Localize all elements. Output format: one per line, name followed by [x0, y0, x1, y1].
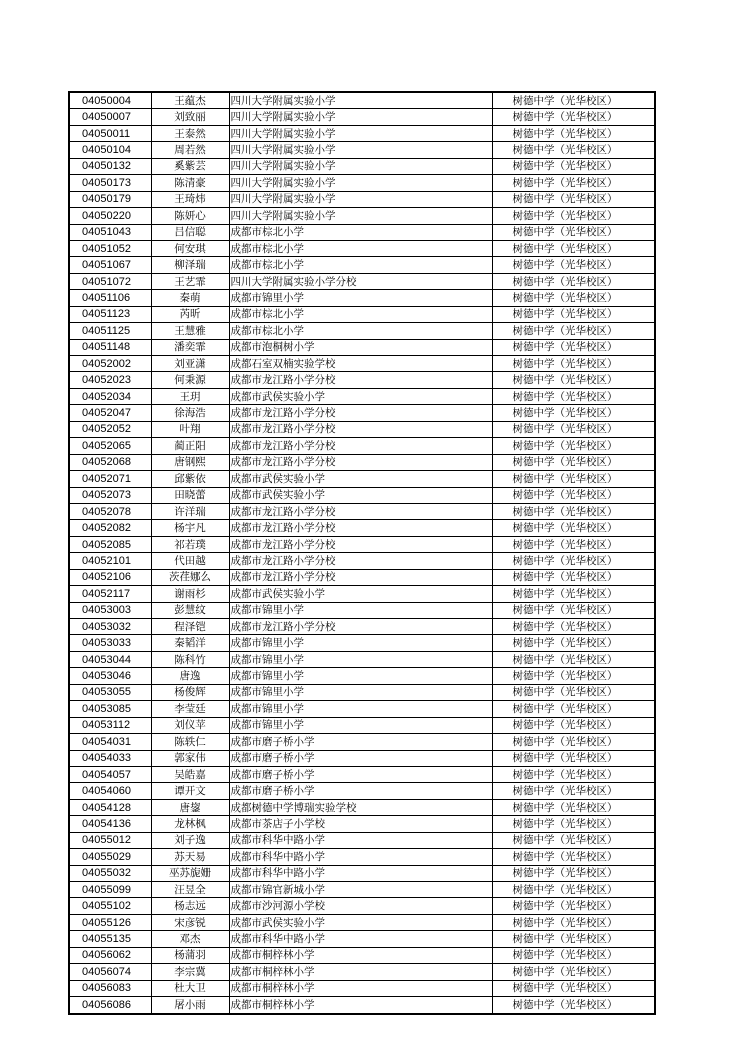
table-row	[69, 832, 655, 848]
admitted-school-cell: 树德中学（光华校区）	[492, 224, 655, 240]
student-name-cell: 柳泽瑞	[151, 257, 229, 273]
primary-school-cell: 成都市桐梓林小学	[229, 947, 492, 963]
student-name-cell: 刘致丽	[151, 109, 229, 125]
student-name-cell: 郭家伟	[151, 750, 229, 766]
primary-school-cell: 成都市茶店子小学校	[229, 816, 492, 832]
student-id-cell: 04051043	[69, 224, 151, 240]
table-row	[69, 684, 655, 700]
primary-school-cell: 成都市武侯实验小学	[229, 471, 492, 487]
admitted-school-cell: 树德中学（光华校区）	[492, 421, 655, 437]
admitted-school-cell: 树德中学（光华校区）	[492, 816, 655, 832]
student-name-cell: 唐钢熙	[151, 454, 229, 470]
primary-school-cell: 成都市锦官新城小学	[229, 882, 492, 898]
primary-school-cell: 成都市武侯实验小学	[229, 388, 492, 404]
student-name-cell: 代田越	[151, 553, 229, 569]
student-id-cell: 04056074	[69, 964, 151, 980]
table-row	[69, 208, 655, 224]
table-row	[69, 158, 655, 174]
admitted-school-cell: 树德中学（光华校区）	[492, 865, 655, 881]
admitted-school-cell: 树德中学（光华校区）	[492, 766, 655, 782]
primary-school-cell: 成都市科华中路小学	[229, 931, 492, 947]
student-id-cell: 04055135	[69, 931, 151, 947]
table-row	[69, 191, 655, 207]
admitted-school-cell: 树德中学（光华校区）	[492, 569, 655, 585]
table-row	[69, 865, 655, 881]
primary-school-cell: 四川大学附属实验小学	[229, 125, 492, 141]
student-name-cell: 屠小雨	[151, 997, 229, 1014]
primary-school-cell: 成都市锦里小学	[229, 602, 492, 618]
table-row	[69, 964, 655, 980]
primary-school-cell: 成都市磨子桥小学	[229, 734, 492, 750]
student-name-cell: 王琦炜	[151, 191, 229, 207]
student-id-cell: 04053044	[69, 651, 151, 667]
student-table-body	[69, 92, 655, 1014]
table-row	[69, 799, 655, 815]
table-row	[69, 339, 655, 355]
student-id-cell: 04051148	[69, 339, 151, 355]
student-id-cell: 04052117	[69, 586, 151, 602]
student-id-cell: 04052101	[69, 553, 151, 569]
student-name-cell: 王蕴杰	[151, 92, 229, 109]
primary-school-cell: 成都市龙江路小学分校	[229, 553, 492, 569]
student-id-cell: 04053003	[69, 602, 151, 618]
student-name-cell: 杜大卫	[151, 980, 229, 996]
table-row	[69, 766, 655, 782]
student-id-cell: 04051052	[69, 240, 151, 256]
table-row	[69, 635, 655, 651]
student-id-cell: 04051072	[69, 273, 151, 289]
student-id-cell: 04052047	[69, 405, 151, 421]
primary-school-cell: 成都市棕北小学	[229, 224, 492, 240]
table-row	[69, 668, 655, 684]
table-row	[69, 520, 655, 536]
admitted-school-cell: 树德中学（光华校区）	[492, 273, 655, 289]
student-id-cell: 04056086	[69, 997, 151, 1014]
admitted-school-cell: 树德中学（光华校区）	[492, 290, 655, 306]
primary-school-cell: 成都市磨子桥小学	[229, 783, 492, 799]
table-row	[69, 92, 655, 109]
admitted-school-cell: 树德中学（光华校区）	[492, 339, 655, 355]
admitted-school-cell: 树德中学（光华校区）	[492, 356, 655, 372]
student-id-cell: 04050004	[69, 92, 151, 109]
primary-school-cell: 成都市龙江路小学分校	[229, 536, 492, 552]
table-row	[69, 142, 655, 158]
table-row	[69, 816, 655, 832]
student-id-cell: 04052065	[69, 438, 151, 454]
student-name-cell: 程泽铠	[151, 619, 229, 635]
table-row	[69, 438, 655, 454]
student-name-cell: 何秉源	[151, 372, 229, 388]
student-id-cell: 04056062	[69, 947, 151, 963]
student-name-cell: 龙林枫	[151, 816, 229, 832]
admitted-school-cell: 树德中学（光华校区）	[492, 997, 655, 1014]
admitted-school-cell: 树德中学（光华校区）	[492, 931, 655, 947]
student-name-cell: 刘仪苹	[151, 717, 229, 733]
table-row	[69, 898, 655, 914]
primary-school-cell: 成都市桐梓林小学	[229, 964, 492, 980]
admitted-school-cell: 树德中学（光华校区）	[492, 898, 655, 914]
student-id-cell: 04052034	[69, 388, 151, 404]
student-id-cell: 04052073	[69, 487, 151, 503]
table-row	[69, 454, 655, 470]
admitted-school-cell: 树德中学（光华校区）	[492, 372, 655, 388]
primary-school-cell: 四川大学附属实验小学	[229, 92, 492, 109]
admitted-school-cell: 树德中学（光华校区）	[492, 619, 655, 635]
student-name-cell: 吕信聪	[151, 224, 229, 240]
student-name-cell: 邱紫依	[151, 471, 229, 487]
table-row	[69, 290, 655, 306]
primary-school-cell: 成都市棕北小学	[229, 257, 492, 273]
admitted-school-cell: 树德中学（光华校区）	[492, 701, 655, 717]
student-name-cell: 李莹廷	[151, 701, 229, 717]
admitted-school-cell: 树德中学（光华校区）	[492, 684, 655, 700]
student-id-cell: 04050011	[69, 125, 151, 141]
admitted-school-cell: 树德中学（光华校区）	[492, 882, 655, 898]
student-name-cell: 宋彦锐	[151, 914, 229, 930]
table-row	[69, 849, 655, 865]
student-name-cell: 苏天易	[151, 849, 229, 865]
student-name-cell: 陈科竹	[151, 651, 229, 667]
admitted-school-cell: 树德中学（光华校区）	[492, 553, 655, 569]
student-id-cell: 04054060	[69, 783, 151, 799]
table-row	[69, 323, 655, 339]
table-row	[69, 586, 655, 602]
admitted-school-cell: 树德中学（光华校区）	[492, 471, 655, 487]
primary-school-cell: 成都市龙江路小学分校	[229, 569, 492, 585]
student-id-cell: 04054128	[69, 799, 151, 815]
primary-school-cell: 成都树德中学博瑞实验学校	[229, 799, 492, 815]
primary-school-cell: 成都市武侯实验小学	[229, 586, 492, 602]
primary-school-cell: 成都市锦里小学	[229, 684, 492, 700]
table-row	[69, 257, 655, 273]
admitted-school-cell: 树德中学（光华校区）	[492, 849, 655, 865]
student-name-cell: 叶翔	[151, 421, 229, 437]
primary-school-cell: 成都市锦里小学	[229, 701, 492, 717]
student-name-cell: 巫苏旎姗	[151, 865, 229, 881]
student-name-cell: 陈清豪	[151, 175, 229, 191]
table-row	[69, 701, 655, 717]
student-name-cell: 周若然	[151, 142, 229, 158]
admitted-school-cell: 树德中学（光华校区）	[492, 306, 655, 322]
primary-school-cell: 四川大学附属实验小学	[229, 175, 492, 191]
admitted-school-cell: 树德中学（光华校区）	[492, 158, 655, 174]
student-id-cell: 04050104	[69, 142, 151, 158]
table-row	[69, 421, 655, 437]
table-row	[69, 931, 655, 947]
primary-school-cell: 成都市龙江路小学分校	[229, 421, 492, 437]
student-id-cell: 04055099	[69, 882, 151, 898]
admitted-school-cell: 树德中学（光华校区）	[492, 668, 655, 684]
primary-school-cell: 成都市龙江路小学分校	[229, 520, 492, 536]
student-id-cell: 04052071	[69, 471, 151, 487]
primary-school-cell: 成都市磨子桥小学	[229, 766, 492, 782]
student-id-cell: 04052023	[69, 372, 151, 388]
primary-school-cell: 成都市棕北小学	[229, 306, 492, 322]
primary-school-cell: 四川大学附属实验小学分校	[229, 273, 492, 289]
admitted-school-cell: 树德中学（光华校区）	[492, 208, 655, 224]
student-name-cell: 唐逸	[151, 668, 229, 684]
primary-school-cell: 成都市龙江路小学分校	[229, 438, 492, 454]
table-row	[69, 356, 655, 372]
primary-school-cell: 成都市锦里小学	[229, 668, 492, 684]
primary-school-cell: 成都市锦里小学	[229, 290, 492, 306]
admitted-school-cell: 树德中学（光华校区）	[492, 323, 655, 339]
student-id-cell: 04050173	[69, 175, 151, 191]
admitted-school-cell: 树德中学（光华校区）	[492, 783, 655, 799]
table-row	[69, 109, 655, 125]
admitted-school-cell: 树德中学（光华校区）	[492, 520, 655, 536]
admitted-school-cell: 树德中学（光华校区）	[492, 125, 655, 141]
student-name-cell: 茨荏娜么	[151, 569, 229, 585]
student-id-cell: 04053032	[69, 619, 151, 635]
admitted-school-cell: 树德中学（光华校区）	[492, 717, 655, 733]
table-row	[69, 224, 655, 240]
admitted-school-cell: 树德中学（光华校区）	[492, 503, 655, 519]
table-row	[69, 372, 655, 388]
student-name-cell: 王泰然	[151, 125, 229, 141]
admitted-school-cell: 树德中学（光华校区）	[492, 240, 655, 256]
student-name-cell: 杨宇凡	[151, 520, 229, 536]
student-id-cell: 04055012	[69, 832, 151, 848]
student-name-cell: 王艺霏	[151, 273, 229, 289]
table-row	[69, 536, 655, 552]
table-row	[69, 405, 655, 421]
table-row	[69, 750, 655, 766]
admitted-school-cell: 树德中学（光华校区）	[492, 454, 655, 470]
student-name-cell: 田晓蕾	[151, 487, 229, 503]
student-id-cell: 04053112	[69, 717, 151, 733]
primary-school-cell: 成都市武侯实验小学	[229, 914, 492, 930]
student-id-cell: 04052068	[69, 454, 151, 470]
admitted-school-cell: 树德中学（光华校区）	[492, 257, 655, 273]
student-name-cell: 汪昱全	[151, 882, 229, 898]
primary-school-cell: 四川大学附属实验小学	[229, 158, 492, 174]
student-name-cell: 祁若璞	[151, 536, 229, 552]
admitted-school-cell: 树德中学（光华校区）	[492, 405, 655, 421]
admitted-school-cell: 树德中学（光华校区）	[492, 602, 655, 618]
student-id-cell: 04051125	[69, 323, 151, 339]
admitted-school-cell: 树德中学（光华校区）	[492, 964, 655, 980]
table-row	[69, 553, 655, 569]
admitted-school-cell: 树德中学（光华校区）	[492, 651, 655, 667]
primary-school-cell: 成都市科华中路小学	[229, 832, 492, 848]
student-name-cell: 蔺正阳	[151, 438, 229, 454]
primary-school-cell: 成都市科华中路小学	[229, 849, 492, 865]
primary-school-cell: 成都市锦里小学	[229, 635, 492, 651]
student-id-cell: 04053046	[69, 668, 151, 684]
primary-school-cell: 四川大学附属实验小学	[229, 142, 492, 158]
student-id-cell: 04050007	[69, 109, 151, 125]
table-row	[69, 947, 655, 963]
table-row	[69, 240, 655, 256]
primary-school-cell: 成都市龙江路小学分校	[229, 503, 492, 519]
student-name-cell: 王慧雅	[151, 323, 229, 339]
student-name-cell: 潘奕霏	[151, 339, 229, 355]
primary-school-cell: 成都市科华中路小学	[229, 865, 492, 881]
student-id-cell: 04050132	[69, 158, 151, 174]
student-id-cell: 04054057	[69, 766, 151, 782]
student-id-cell: 04055102	[69, 898, 151, 914]
primary-school-cell: 四川大学附属实验小学	[229, 191, 492, 207]
primary-school-cell: 成都市龙江路小学分校	[229, 454, 492, 470]
table-row	[69, 651, 655, 667]
student-name-cell: 彭慧纹	[151, 602, 229, 618]
student-id-cell: 04054031	[69, 734, 151, 750]
primary-school-cell: 成都石室双楠实验学校	[229, 356, 492, 372]
table-row	[69, 882, 655, 898]
student-id-cell: 04055029	[69, 849, 151, 865]
table-row	[69, 487, 655, 503]
primary-school-cell: 四川大学附属实验小学	[229, 109, 492, 125]
student-id-cell: 04050220	[69, 208, 151, 224]
student-id-cell: 04052078	[69, 503, 151, 519]
student-name-cell: 谭开文	[151, 783, 229, 799]
student-name-cell: 芮昕	[151, 306, 229, 322]
admitted-school-cell: 树德中学（光华校区）	[492, 388, 655, 404]
student-name-cell: 陈妍心	[151, 208, 229, 224]
primary-school-cell: 成都市磨子桥小学	[229, 750, 492, 766]
admitted-school-cell: 树德中学（光华校区）	[492, 487, 655, 503]
table-row	[69, 273, 655, 289]
student-name-cell: 唐鋆	[151, 799, 229, 815]
student-id-cell: 04056083	[69, 980, 151, 996]
student-name-cell: 杨俊辉	[151, 684, 229, 700]
student-id-cell: 04051123	[69, 306, 151, 322]
student-id-cell: 04052052	[69, 421, 151, 437]
admitted-school-cell: 树德中学（光华校区）	[492, 142, 655, 158]
student-name-cell: 杨志远	[151, 898, 229, 914]
admitted-school-cell: 树德中学（光华校区）	[492, 438, 655, 454]
table-row	[69, 619, 655, 635]
admitted-school-cell: 树德中学（光华校区）	[492, 947, 655, 963]
table-row	[69, 980, 655, 996]
admitted-school-cell: 树德中学（光华校区）	[492, 175, 655, 191]
table-row	[69, 125, 655, 141]
student-id-cell: 04053055	[69, 684, 151, 700]
admitted-school-cell: 树德中学（光华校区）	[492, 92, 655, 109]
student-id-cell: 04051067	[69, 257, 151, 273]
student-id-cell: 04052106	[69, 569, 151, 585]
primary-school-cell: 成都市龙江路小学分校	[229, 405, 492, 421]
student-id-cell: 04052085	[69, 536, 151, 552]
table-row	[69, 602, 655, 618]
student-name-cell: 秦韬洋	[151, 635, 229, 651]
student-name-cell: 李宗冀	[151, 964, 229, 980]
student-id-cell: 04051106	[69, 290, 151, 306]
student-name-cell: 杨蒲羽	[151, 947, 229, 963]
student-name-cell: 奚紫芸	[151, 158, 229, 174]
table-row	[69, 388, 655, 404]
admitted-school-cell: 树德中学（光华校区）	[492, 191, 655, 207]
student-name-cell: 陈轶仁	[151, 734, 229, 750]
primary-school-cell: 成都市沙河源小学校	[229, 898, 492, 914]
student-id-cell: 04054136	[69, 816, 151, 832]
primary-school-cell: 成都市锦里小学	[229, 717, 492, 733]
student-name-cell: 刘子逸	[151, 832, 229, 848]
table-row	[69, 997, 655, 1014]
admitted-school-cell: 树德中学（光华校区）	[492, 109, 655, 125]
table-row	[69, 914, 655, 930]
student-name-cell: 许洋瑞	[151, 503, 229, 519]
primary-school-cell: 成都市武侯实验小学	[229, 487, 492, 503]
admitted-school-cell: 树德中学（光华校区）	[492, 980, 655, 996]
student-name-cell: 徐海浩	[151, 405, 229, 421]
table-row	[69, 503, 655, 519]
student-name-cell: 邓杰	[151, 931, 229, 947]
student-name-cell: 吴皓嘉	[151, 766, 229, 782]
student-id-cell: 04054033	[69, 750, 151, 766]
admitted-school-cell: 树德中学（光华校区）	[492, 832, 655, 848]
admitted-school-cell: 树德中学（光华校区）	[492, 914, 655, 930]
student-name-cell: 王玥	[151, 388, 229, 404]
student-name-cell: 谢雨杉	[151, 586, 229, 602]
admitted-school-cell: 树德中学（光华校区）	[492, 536, 655, 552]
table-row	[69, 471, 655, 487]
table-row	[69, 306, 655, 322]
primary-school-cell: 成都市锦里小学	[229, 651, 492, 667]
student-name-cell: 刘亚潇	[151, 356, 229, 372]
student-id-cell: 04053085	[69, 701, 151, 717]
student-id-cell: 04055032	[69, 865, 151, 881]
table-row	[69, 569, 655, 585]
admitted-school-cell: 树德中学（光华校区）	[492, 586, 655, 602]
primary-school-cell: 四川大学附属实验小学	[229, 208, 492, 224]
student-id-cell: 04052002	[69, 356, 151, 372]
student-id-cell: 04050179	[69, 191, 151, 207]
primary-school-cell: 成都市泡桐树小学	[229, 339, 492, 355]
admitted-school-cell: 树德中学（光华校区）	[492, 734, 655, 750]
table-row	[69, 734, 655, 750]
primary-school-cell: 成都市棕北小学	[229, 240, 492, 256]
table-row	[69, 783, 655, 799]
student-table	[68, 91, 656, 1015]
student-id-cell: 04052082	[69, 520, 151, 536]
admitted-school-cell: 树德中学（光华校区）	[492, 799, 655, 815]
primary-school-cell: 成都市龙江路小学分校	[229, 372, 492, 388]
primary-school-cell: 成都市桐梓林小学	[229, 997, 492, 1014]
student-id-cell: 04055126	[69, 914, 151, 930]
table-row	[69, 175, 655, 191]
student-name-cell: 何安琪	[151, 240, 229, 256]
student-id-cell: 04053033	[69, 635, 151, 651]
primary-school-cell: 成都市龙江路小学分校	[229, 619, 492, 635]
primary-school-cell: 成都市棕北小学	[229, 323, 492, 339]
table-row	[69, 717, 655, 733]
admitted-school-cell: 树德中学（光华校区）	[492, 635, 655, 651]
student-name-cell: 秦萌	[151, 290, 229, 306]
primary-school-cell: 成都市桐梓林小学	[229, 980, 492, 996]
admitted-school-cell: 树德中学（光华校区）	[492, 750, 655, 766]
